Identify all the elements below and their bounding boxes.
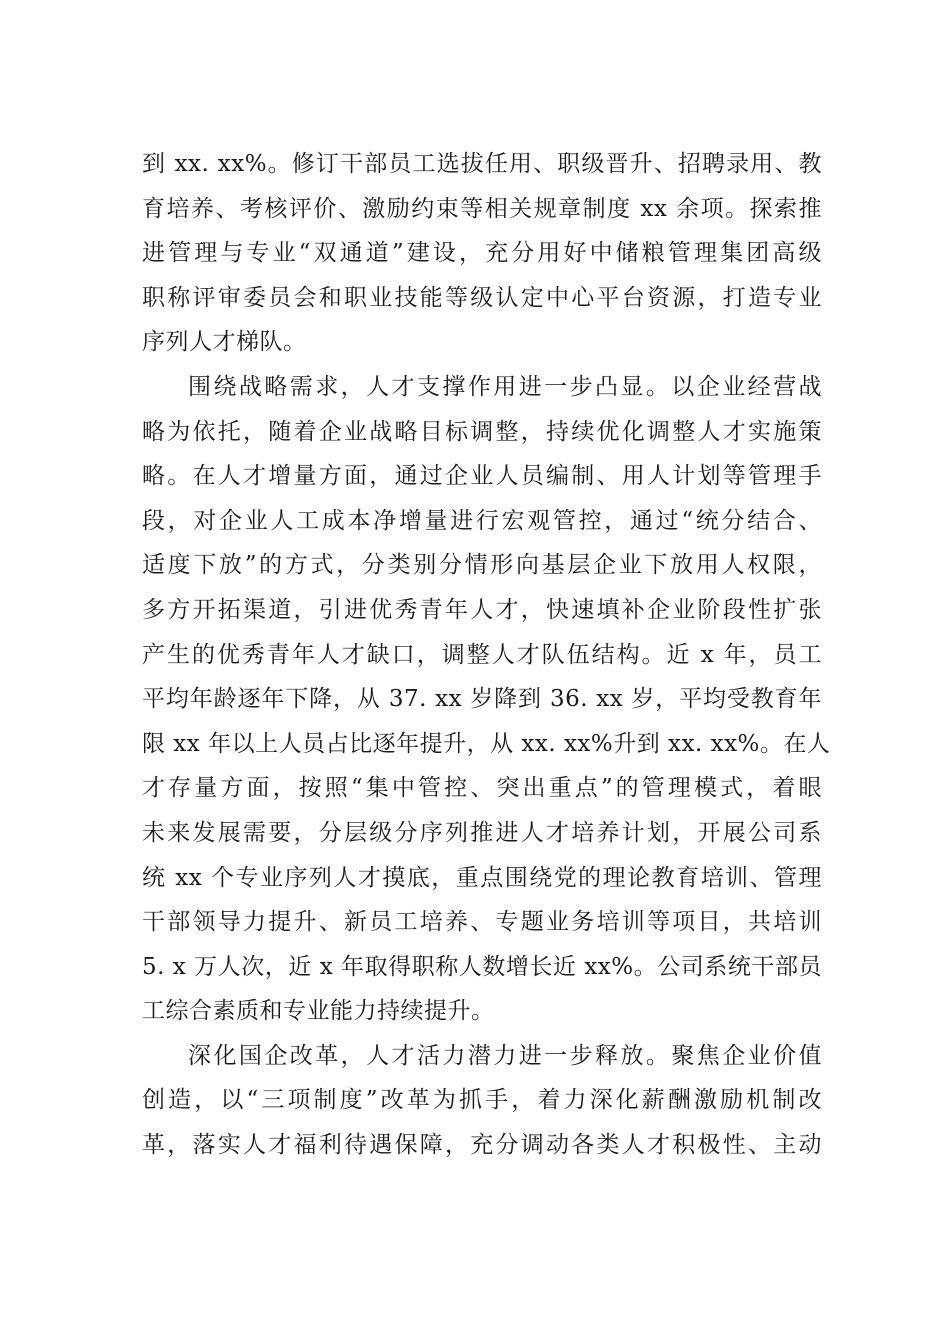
text-line: 创造，以“三项制度”改革为抓手，着力深化薪酬激励机制改 (142, 1087, 822, 1114)
text-line: 统 xx 个专业序列人才摸底，重点围绕党的理论教育培训、管理 (142, 864, 822, 891)
paragraph-2 (142, 365, 831, 1034)
text-line: 多方开拓渠道，引进优秀青年人才，快速填补企业阶段性扩张 (142, 596, 822, 623)
text-line: 平均年龄逐年下降，从 37. xx 岁降到 36. xx 岁，平均受教育年 (142, 686, 822, 713)
document-body (142, 142, 831, 1168)
text-line: 产生的优秀青年人才缺口，调整人才队伍结构。近 x 年，员工 (142, 641, 822, 668)
text-line: 5. x 万人次，近 x 年取得职称人数增长近 xx%。公司系统干部员 (142, 953, 822, 980)
text-line: 段，对企业人工成本净增量进行宏观管控，通过“统分结合、 (142, 507, 822, 534)
text-line: 限 xx 年以上人员占比逐年提升，从 xx. xx%升到 xx. xx%。在人 (142, 730, 831, 757)
text-line: 进管理与专业“双通道”建设，充分用好中储粮管理集团高级 (142, 240, 822, 267)
paragraph-3 (142, 1034, 822, 1168)
text-line: 深化国企改革，人才活力潜力进一步释放。聚焦企业价值 (188, 1042, 822, 1069)
text-line: 工综合素质和专业能力持续提升。 (142, 998, 495, 1025)
text-line: 序列人才梯队。 (142, 329, 307, 356)
text-line: 育培养、考核评价、激励约束等相关规章制度 xx 余项。探索推 (142, 195, 822, 222)
text-line: 革，落实人才福利待遇保障，充分调动各类人才积极性、主动 (142, 1132, 822, 1159)
text-line: 才存量方面，按照“集中管控、突出重点”的管理模式，着眼 (142, 775, 822, 802)
text-line: 适度下放”的方式，分类别分情形向基层企业下放用人权限， (142, 552, 822, 579)
text-line: 职称评审委员会和职业技能等级认定中心平台资源，打造专业 (142, 284, 822, 311)
text-line: 略为依托，随着企业战略目标调整，持续优化调整人才实施策 (142, 418, 822, 445)
text-line: 围绕战略需求，人才支撑作用进一步凸显。以企业经营战 (188, 373, 822, 400)
paragraph-1 (142, 142, 822, 365)
text-line: 未来发展需要，分层级分序列推进人才培养计划，开展公司系 (142, 819, 822, 846)
text-line: 干部领导力提升、新员工培养、专题业务培训等项目，共培训 (142, 909, 822, 936)
text-line: 到 xx. xx%。修订干部员工选拔任用、职级晋升、招聘录用、教 (142, 151, 822, 177)
text-line: 略。在人才增量方面，通过企业人员编制、用人计划等管理手 (142, 463, 822, 490)
